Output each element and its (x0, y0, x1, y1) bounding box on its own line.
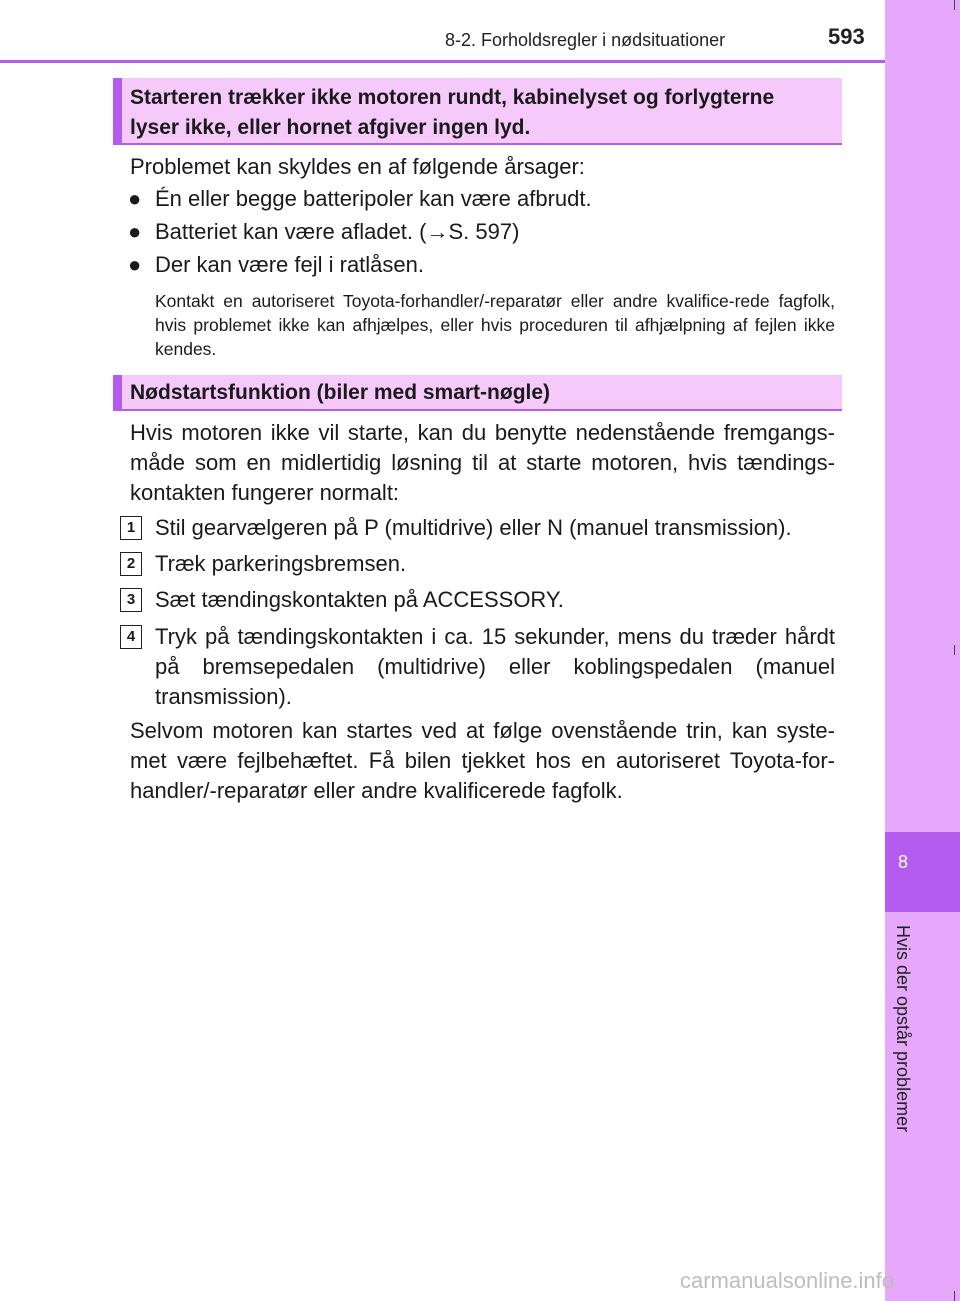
bullet-icon: ● (128, 186, 142, 211)
section-heading-starter (113, 78, 842, 145)
closing-paragraph: Selvom motoren kan startes ved at følge ovenstående trin, kan syste-met være fejlbehæftet. Få bilen tjekket hos en autoriseret Toyota-for-handler/-reparatør eller andre kvalificerede fagfolk. (130, 718, 835, 803)
bullet-icon: ● (128, 252, 142, 277)
emergency-start-intro: Hvis motoren ikke vil starte, kan du benytte nedenstående fremgangs-måde som en midlertidig løsning til at starte motoren, hvis tændings-kontakten fungerer normalt: (130, 420, 835, 505)
crop-mark (954, 1291, 955, 1301)
step-number: 4 (120, 625, 142, 649)
section-header: 8-2. Forholdsregler i nødsituationer (445, 30, 726, 50)
step-text: Træk parkeringsbremsen. (155, 551, 407, 576)
chapter-title: Hvis der opstår problemer (893, 925, 913, 1133)
step-text: Tryk på tændingskontakten i ca. 15 sekunder, mens du træder hårdt på bremsepedalen (multidrive) eller koblingspedalen (manuel transmission). (155, 624, 835, 709)
list-item-text: Batteriet kan være afladet. (→S. 597) (155, 219, 520, 244)
page-number: 593 (828, 24, 865, 49)
step-number: 3 (120, 588, 142, 612)
header-divider (0, 60, 885, 63)
list-item-text: Én eller begge batteripoler kan være afbrudt. (155, 186, 592, 211)
step-number: 2 (120, 552, 142, 576)
section-heading-line: lyser ikke, eller hornet afgiver ingen lyd. (130, 116, 531, 139)
list-item (128, 217, 519, 247)
section-heading-line: Starteren trækker ikke motoren rundt, kabinelyset og forlygterne (130, 86, 775, 109)
chapter-number: 8 (897, 852, 908, 872)
section-heading-emergency-start: Nødstartsfunktion (biler med smart-nøgle) (113, 375, 842, 411)
step-number: 1 (120, 516, 142, 540)
list-item (128, 184, 592, 214)
causes-intro: Problemet kan skyldes en af følgende årsager: (130, 154, 585, 179)
watermark: carmanualsonline.info (680, 1268, 895, 1293)
dealer-note: Kontakt en autoriseret Toyota-forhandler/-reparatør eller andre kvalifice-rede fagfolk, hvis problemet ikke kan afhjælpes, eller hvis proceduren til afhjælpning af fejlen ikke kendes. (155, 291, 835, 359)
step-text: Sæt tændingskontakten på ACCESSORY. (155, 587, 564, 612)
crop-mark (954, 645, 955, 655)
list-item (128, 250, 424, 280)
bullet-icon: ● (128, 219, 142, 244)
list-item-text: Der kan være fejl i ratlåsen. (155, 252, 424, 277)
crop-mark (954, 0, 955, 10)
step-text: Stil gearvælgeren på P (multidrive) eller N (manuel transmission). (155, 515, 792, 540)
